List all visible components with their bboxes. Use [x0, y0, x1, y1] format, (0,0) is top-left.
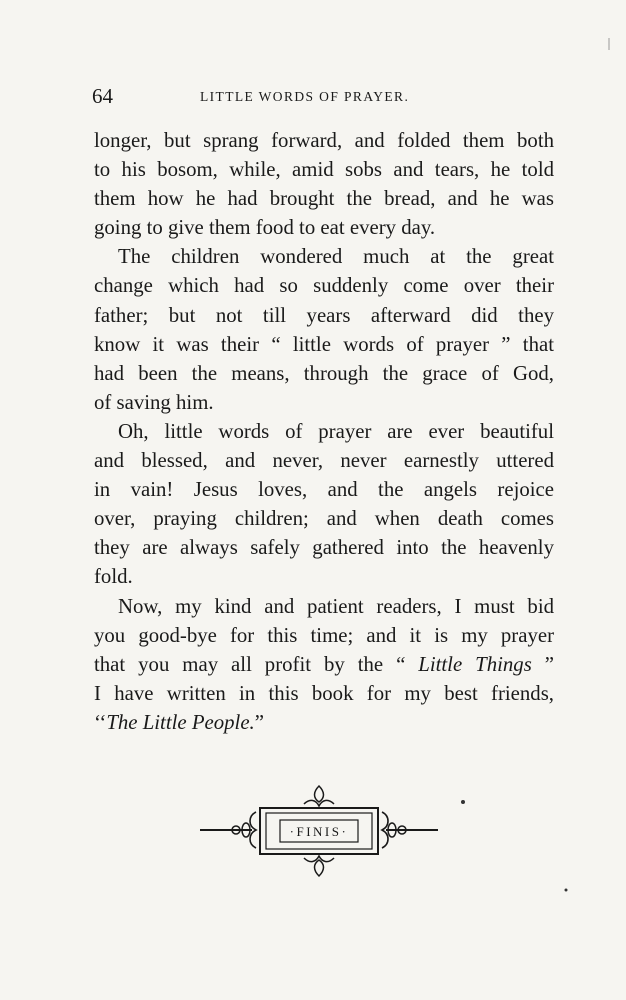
text-line: change which had so suddenly come over their: [94, 274, 554, 298]
text-line: them how he had brought the bread, and he was: [94, 187, 554, 211]
close-quote: ”: [531, 652, 554, 676]
text-line: Oh, little words of prayer are ever beautiful: [118, 419, 554, 443]
finis-ornament: [196, 782, 442, 880]
text-line: longer, but sprang forward, and folded them both: [94, 129, 554, 152]
running-title: LITTLE WORDS OF PRAYER.: [200, 89, 410, 104]
text-line: The children wondered much at the great: [118, 245, 554, 269]
close-quote: ”: [254, 710, 264, 734]
text-line: father; but not till years afterward did they: [94, 303, 554, 327]
text-fragment: that you may all profit by the “: [94, 652, 419, 676]
text-line: going to give them food to eat every day.: [94, 216, 436, 240]
text-line: had been the means, through the grace of God,: [94, 361, 554, 385]
text-line-final: [94, 708, 554, 737]
text-line: know it was their “ little words of prayer ” that: [94, 332, 554, 356]
ornament-top-fleuron-icon: [304, 786, 334, 806]
text-line: I have written in this book for my best friends,: [94, 681, 554, 705]
text-line: over, praying children; and when death comes: [94, 507, 554, 531]
text-line: in vain! Jesus loves, and the angels rejoice: [94, 478, 554, 502]
text-line: you good-bye for this time; and it is my prayer: [94, 623, 554, 647]
text-line: Now, my kind and patient readers, I must bid: [118, 594, 554, 618]
speck: [565, 889, 568, 892]
text-line-with-italic: [94, 650, 554, 679]
running-head: [92, 84, 556, 114]
italic-title: The Little People.: [106, 710, 255, 734]
finis-label: ·FINIS·: [289, 824, 349, 839]
paragraph-3: [94, 417, 554, 592]
ornament-bottom-fleuron-icon: [304, 856, 334, 876]
text-line: of saving him.: [94, 390, 214, 414]
paragraph-1: [94, 126, 554, 242]
text-line: fold.: [94, 565, 133, 589]
paragraph-2: [94, 242, 554, 417]
open-quote: ‘‘: [94, 710, 107, 734]
text-line: to his bosom, while, amid sobs and tears, he told: [94, 158, 554, 182]
italic-title: Little Things: [418, 652, 532, 676]
paragraph-4: [94, 592, 554, 737]
body-text: [94, 126, 554, 737]
page-number: 64: [92, 84, 113, 108]
text-line: they are always safely gathered into the heavenly: [94, 536, 554, 560]
speck: [461, 800, 465, 804]
text-line: and blessed, and never, never earnestly uttered: [94, 449, 554, 473]
